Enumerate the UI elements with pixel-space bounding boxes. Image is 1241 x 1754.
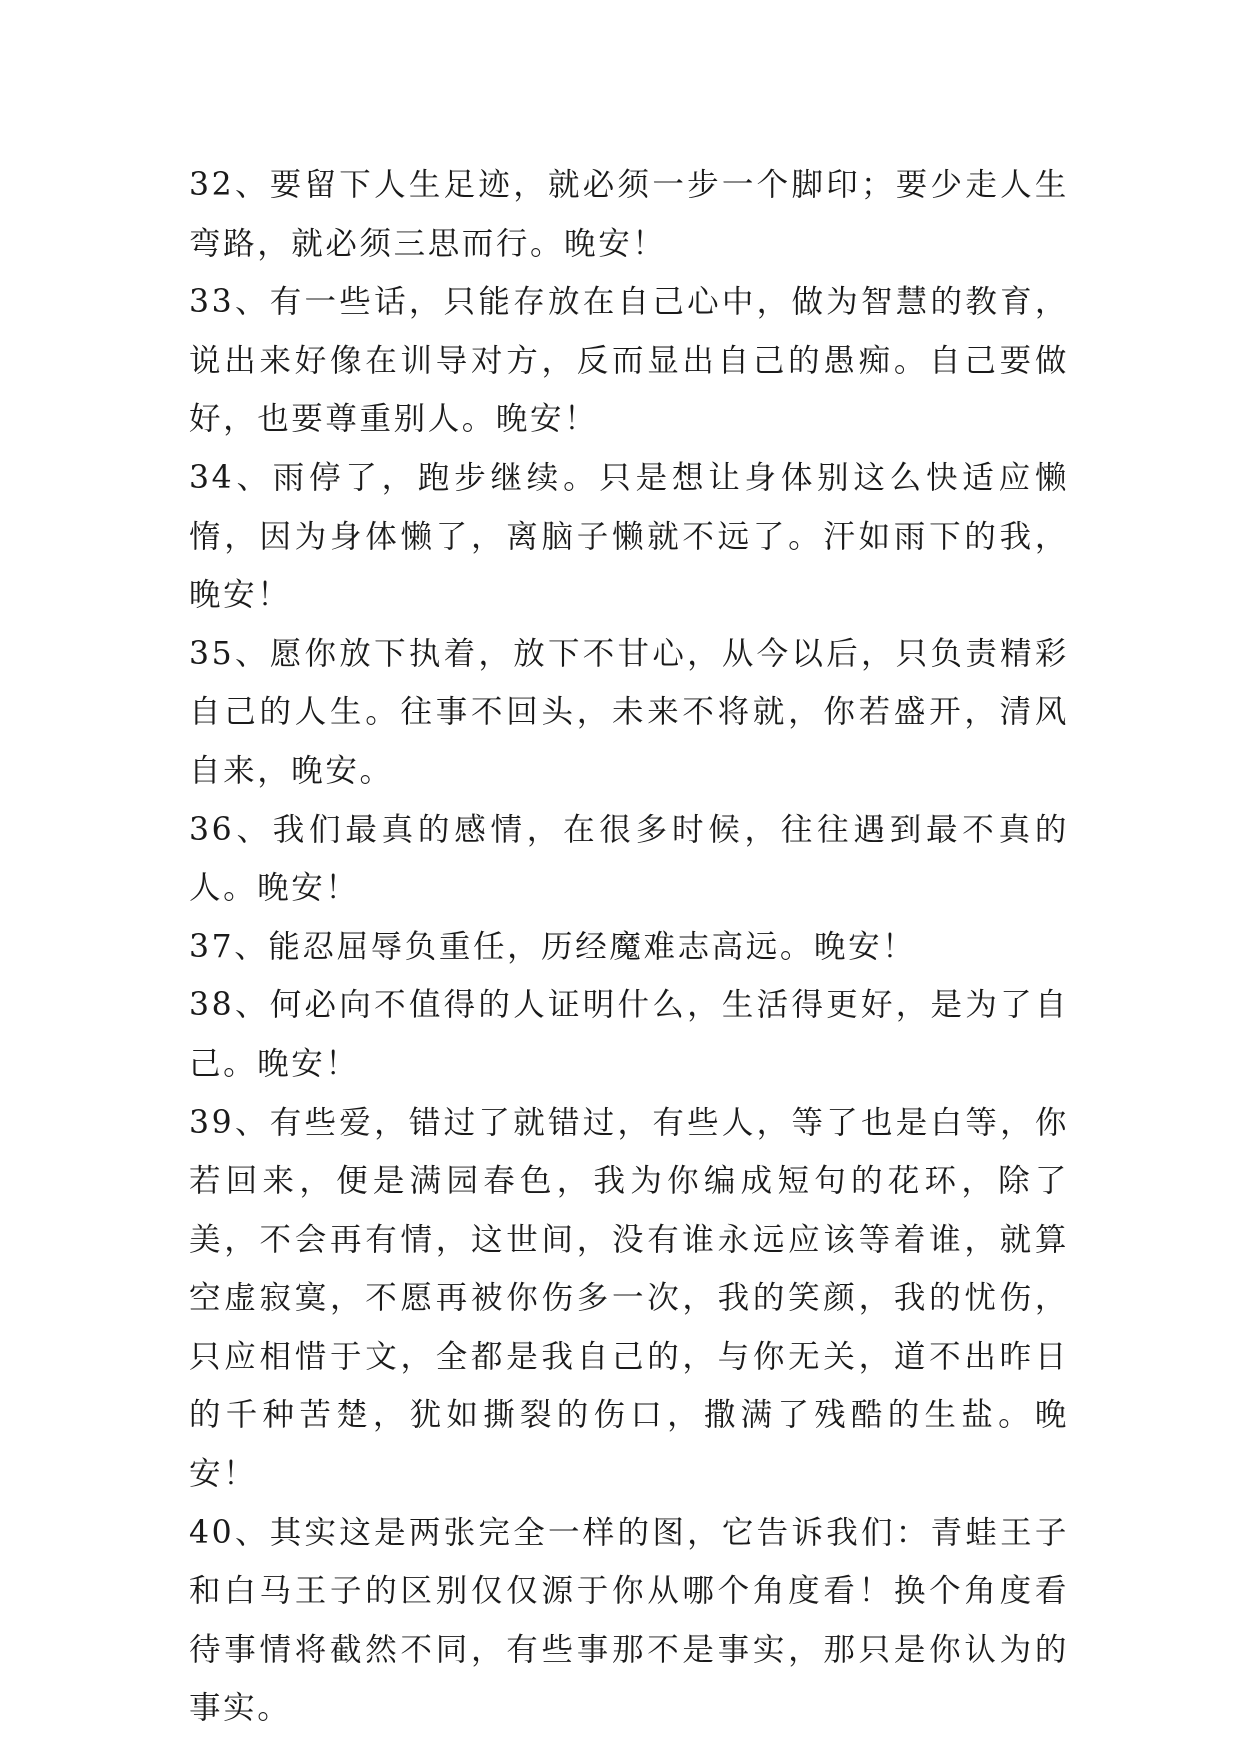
list-item-40: 40、其实这是两张完全一样的图，它告诉我们：青蛙王子和白马王子的区别仅仅源于你从哪个角度看！换个角度看待事情将截然不同，有些事那不是事实，那只是你认为的事实。 bbox=[189, 1514, 1069, 1727]
list-item-36: 36、我们最真的感情，在很多时候，往往遇到最不真的人。晚安！ bbox=[189, 811, 1069, 907]
list-item-39: 39、有些爱，错过了就错过，有些人，等了也是白等，你若回来，便是满园春色，我为你编成短句的花环，除了美，不会再有情，这世间，没有谁永远应该等着谁，就算空虚寂寞，不愿再被你伤多一次，我的笑颜，我的忧伤，只应相惜于文，全都是我自己的，与你无关，道不出昨日的千种苦楚，犹如撕裂的伤口，撒满了残酷的生盐。晚安！ bbox=[189, 1104, 1069, 1493]
document-body bbox=[189, 156, 1069, 1738]
list-item-32: 32、要留下人生足迹，就必须一步一个脚印；要少走人生弯路，就必须三思而行。晚安！ bbox=[189, 167, 1069, 262]
list-item-38: 38、何必向不值得的人证明什么，生活得更好，是为了自己。晚安！ bbox=[189, 987, 1069, 1082]
list-item-37: 37、能忍屈辱负重任，历经魔难志高远。晚安！ bbox=[189, 928, 917, 965]
list-item-33: 33、有一些话，只能存放在自己心中，做为智慧的教育，说出来好像在训导对方，反而显出自己的愚痴。自己要做好，也要尊重别人。晚安！ bbox=[189, 284, 1069, 438]
list-item-35: 35、愿你放下执着，放下不甘心，从今以后，只负责精彩自己的人生。往事不回头，未来不将就，你若盛开，清风自来，晚安。 bbox=[189, 635, 1069, 789]
list-item-34: 34、雨停了，跑步继续。只是想让身体别这么快适应懒惰，因为身体懒了，离脑子懒就不远了。汗如雨下的我，晚安！ bbox=[189, 459, 1069, 614]
